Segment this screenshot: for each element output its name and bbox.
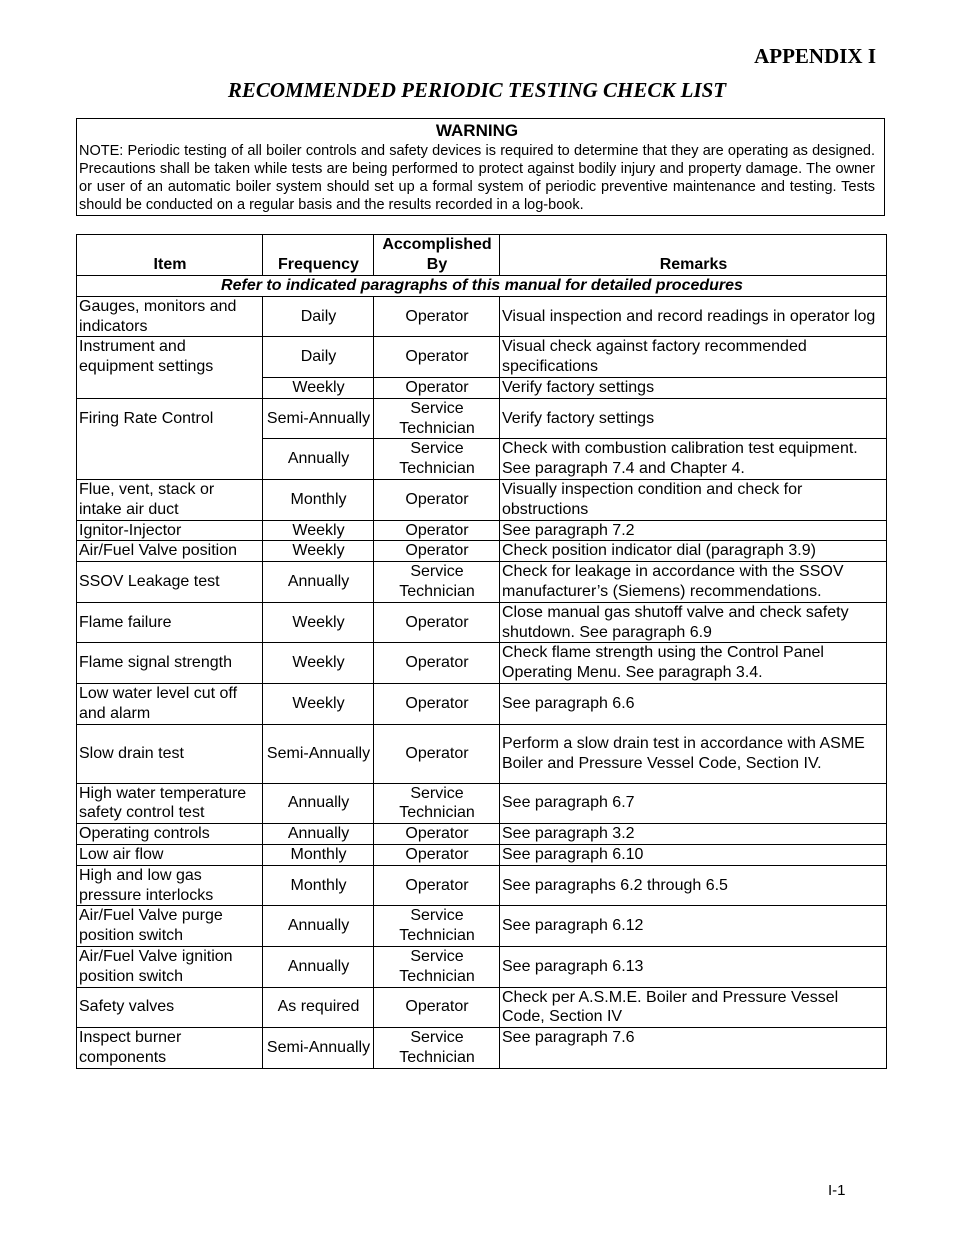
header-accomplished-by: Accomplished By <box>374 235 500 276</box>
table-row <box>77 844 887 865</box>
frequency-cell: As required <box>263 987 374 1028</box>
remarks-cell: See paragraphs 6.2 through 6.5 <box>500 865 887 906</box>
frequency-cell: Semi-Annually <box>263 1028 374 1069</box>
accomplished-by-cell: Operator <box>374 987 500 1028</box>
frequency-cell: Semi-Annually <box>263 724 374 783</box>
table-row <box>77 541 887 562</box>
frequency-cell: Annually <box>263 439 374 480</box>
table-row <box>77 337 887 378</box>
warning-heading: WARNING <box>435 121 519 140</box>
header-frequency: Frequency <box>263 235 374 276</box>
remarks-cell: Check flame strength using the Control Panel Operating Menu. See paragraph 3.4. <box>500 643 887 684</box>
item-cell: High water temperature safety control test <box>77 783 263 824</box>
header-remarks: Remarks <box>500 235 887 276</box>
accomplished-by-cell: Operator <box>374 844 500 865</box>
remarks-cell: Verify factory settings <box>500 377 887 398</box>
item-cell: Flame failure <box>77 602 263 643</box>
accomplished-by-cell: Operator <box>374 337 500 378</box>
accomplished-by-cell: Operator <box>374 865 500 906</box>
item-cell: Low air flow <box>77 844 263 865</box>
table-row <box>77 987 887 1028</box>
accomplished-by-cell: Service Technician <box>374 946 500 987</box>
item-cell: Inspect burner components <box>77 1028 263 1069</box>
frequency-cell: Weekly <box>263 683 374 724</box>
frequency-cell: Daily <box>263 296 374 337</box>
frequency-cell: Semi-Annually <box>263 398 374 439</box>
frequency-cell: Weekly <box>263 541 374 562</box>
testing-checklist-table <box>76 234 887 1069</box>
frequency-cell: Weekly <box>263 643 374 684</box>
accomplished-by-cell: Operator <box>374 479 500 520</box>
item-cell: Air/Fuel Valve position <box>77 541 263 562</box>
item-cell: Flue, vent, stack or intake air duct <box>77 479 263 520</box>
frequency-cell: Annually <box>263 562 374 603</box>
item-cell: High and low gas pressure interlocks <box>77 865 263 906</box>
remarks-cell: See paragraph 7.2 <box>500 520 887 541</box>
item-cell: Ignitor-Injector <box>77 520 263 541</box>
frequency-cell: Annually <box>263 906 374 947</box>
page-number: I-1 <box>828 1182 846 1199</box>
item-cell: Gauges, monitors and indicators <box>77 296 263 337</box>
item-cell: SSOV Leakage test <box>77 562 263 603</box>
remarks-cell: See paragraph 6.6 <box>500 683 887 724</box>
item-cell: Instrument and equipment settings <box>77 337 263 398</box>
accomplished-by-cell: Operator <box>374 541 500 562</box>
remarks-cell: Check position indicator dial (paragraph 3.9) <box>500 541 887 562</box>
accomplished-by-cell: Operator <box>374 724 500 783</box>
remarks-cell: Close manual gas shutoff valve and check safety shutdown. See paragraph 6.9 <box>500 602 887 643</box>
table-row <box>77 865 887 906</box>
accomplished-by-cell: Operator <box>374 296 500 337</box>
remarks-cell: See paragraph 6.10 <box>500 844 887 865</box>
accomplished-by-cell: Service Technician <box>374 398 500 439</box>
table-row <box>77 296 887 337</box>
table-row <box>77 1028 887 1069</box>
frequency-cell: Monthly <box>263 844 374 865</box>
header-item: Item <box>77 235 263 276</box>
item-cell: Firing Rate Control <box>77 398 263 479</box>
accomplished-by-cell: Operator <box>374 602 500 643</box>
remarks-cell: Check per A.S.M.E. Boiler and Pressure Vessel Code, Section IV <box>500 987 887 1028</box>
remarks-cell: See paragraph 6.7 <box>500 783 887 824</box>
table-row <box>77 643 887 684</box>
item-cell: Low water level cut off and alarm <box>77 683 263 724</box>
remarks-cell: See paragraph 6.12 <box>500 906 887 947</box>
remarks-cell: Perform a slow drain test in accordance with ASME Boiler and Pressure Vessel Code, Section IV. <box>500 724 887 783</box>
table-note-row <box>77 276 887 297</box>
remarks-cell: Visual inspection and record readings in operator log <box>500 296 887 337</box>
accomplished-by-cell: Operator <box>374 520 500 541</box>
accomplished-by-cell: Operator <box>374 824 500 845</box>
item-cell: Safety valves <box>77 987 263 1028</box>
accomplished-by-cell: Service Technician <box>374 1028 500 1069</box>
warning-note-text: NOTE: Periodic testing of all boiler controls and safety devices is required to determine that they are operating as designed. Precautions shall be taken while tests are being performed to protect against bodily injury and property damage. The owner or user of an automatic boiler system should set up a formal system of periodic preventive maintenance and testing. Tests should be conducted on a regular basis and the results recorded in a log-book. <box>79 143 875 213</box>
frequency-cell: Weekly <box>263 377 374 398</box>
remarks-cell: Check with combustion calibration test equipment. See paragraph 7.4 and Chapter 4. <box>500 439 887 480</box>
frequency-cell: Annually <box>263 824 374 845</box>
table-row <box>77 479 887 520</box>
warning-box <box>76 118 885 216</box>
table-row <box>77 783 887 824</box>
remarks-cell: Verify factory settings <box>500 398 887 439</box>
table-row <box>77 520 887 541</box>
remarks-cell: Visually inspection condition and check for obstructions <box>500 479 887 520</box>
remarks-cell: See paragraph 7.6 <box>500 1028 887 1069</box>
table-row <box>77 724 887 783</box>
accomplished-by-cell: Operator <box>374 377 500 398</box>
accomplished-by-cell: Service Technician <box>374 439 500 480</box>
accomplished-by-cell: Service Technician <box>374 562 500 603</box>
table-row <box>77 398 887 439</box>
item-cell: Flame signal strength <box>77 643 263 684</box>
remarks-cell: See paragraph 6.13 <box>500 946 887 987</box>
item-cell: Air/Fuel Valve ignition position switch <box>77 946 263 987</box>
table-row <box>77 824 887 845</box>
frequency-cell: Annually <box>263 946 374 987</box>
table-row <box>77 906 887 947</box>
appendix-label: APPENDIX I <box>754 44 876 68</box>
frequency-cell: Monthly <box>263 479 374 520</box>
table-row <box>77 946 887 987</box>
frequency-cell: Weekly <box>263 602 374 643</box>
item-cell: Slow drain test <box>77 724 263 783</box>
accomplished-by-cell: Operator <box>374 643 500 684</box>
document-title: RECOMMENDED PERIODIC TESTING CHECK LIST <box>227 78 727 102</box>
frequency-cell: Daily <box>263 337 374 378</box>
procedures-note: Refer to indicated paragraphs of this manual for detailed procedures <box>77 276 887 297</box>
table-row <box>77 602 887 643</box>
frequency-cell: Annually <box>263 783 374 824</box>
item-cell: Air/Fuel Valve purge position switch <box>77 906 263 947</box>
table-header-row <box>77 235 887 276</box>
accomplished-by-cell: Service Technician <box>374 783 500 824</box>
accomplished-by-cell: Service Technician <box>374 906 500 947</box>
remarks-cell: Check for leakage in accordance with the SSOV manufacturer’s (Siemens) recommendations. <box>500 562 887 603</box>
table-row <box>77 683 887 724</box>
remarks-cell: See paragraph 3.2 <box>500 824 887 845</box>
item-cell: Operating controls <box>77 824 263 845</box>
frequency-cell: Weekly <box>263 520 374 541</box>
remarks-cell: Visual check against factory recommended specifications <box>500 337 887 378</box>
accomplished-by-cell: Operator <box>374 683 500 724</box>
table-row <box>77 562 887 603</box>
frequency-cell: Monthly <box>263 865 374 906</box>
